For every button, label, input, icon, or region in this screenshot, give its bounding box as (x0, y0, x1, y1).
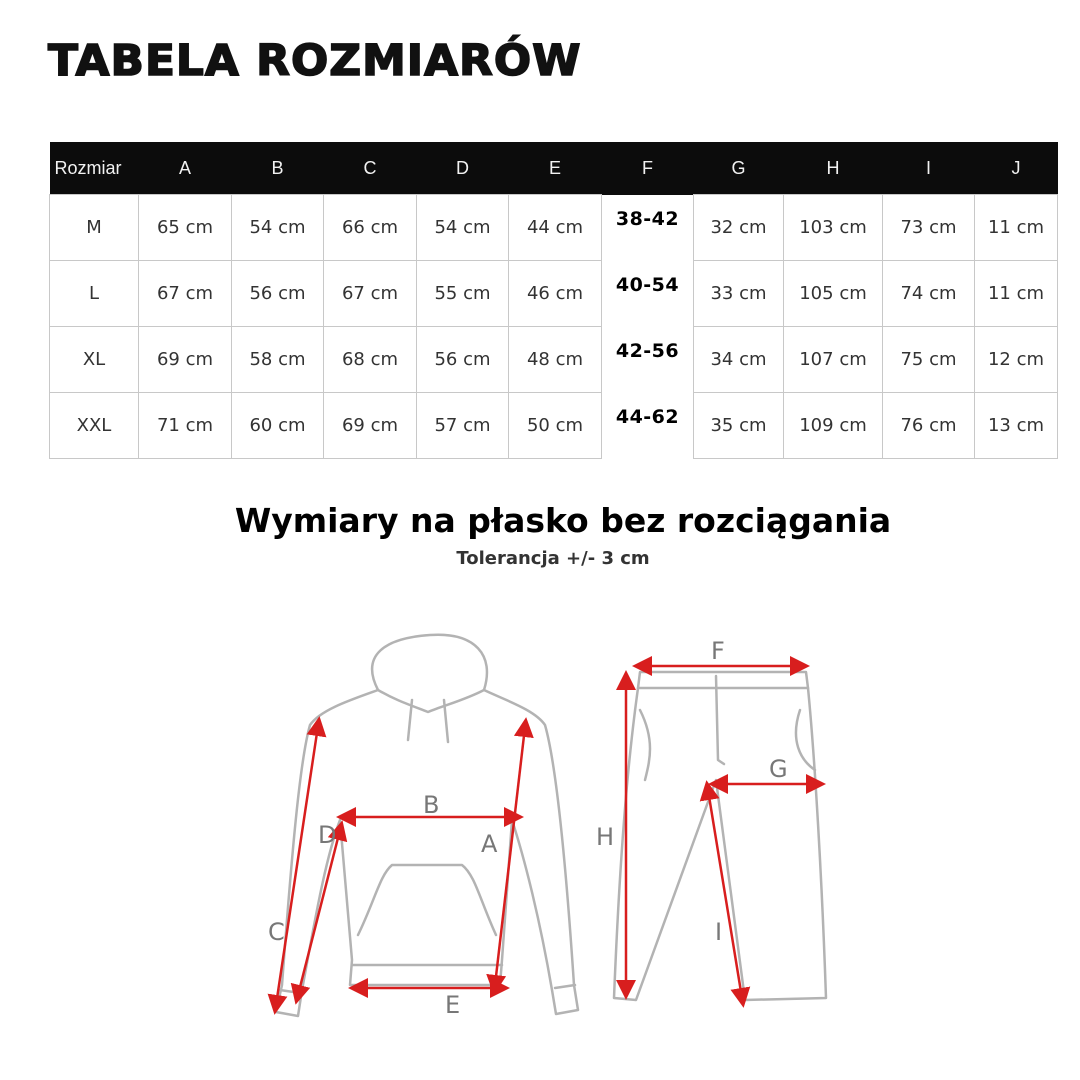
table-cell: 34 cm (694, 327, 784, 393)
header-e: E (509, 142, 602, 195)
header-j: J (975, 142, 1058, 195)
hoodie-pocket (358, 865, 496, 935)
table-cell: 40-54 (615, 273, 680, 296)
hoodie-hood (372, 635, 487, 690)
table-cell: 67 cm (139, 261, 232, 327)
table-cell: 33 cm (694, 261, 784, 327)
measure-i-line (708, 790, 742, 998)
table-cell: 12 cm (975, 327, 1058, 393)
size-cell: L (50, 261, 139, 327)
label-c: C (268, 918, 285, 946)
header-f: F (602, 142, 694, 195)
table-cell: 67 cm (324, 261, 417, 327)
table-cell: 55 cm (417, 261, 509, 327)
table-cell: 56 cm (417, 327, 509, 393)
label-a: A (481, 830, 498, 858)
hoodie-body (276, 690, 578, 1016)
label-f: F (711, 637, 725, 665)
table-cell: 109 cm (784, 393, 883, 459)
table-cell: 57 cm (417, 393, 509, 459)
table-cell: 65 cm (139, 195, 232, 261)
label-i: I (715, 918, 723, 946)
table-cell: 50 cm (509, 393, 602, 459)
header-h: H (784, 142, 883, 195)
table-cell: 46 cm (509, 261, 602, 327)
table-cell: 69 cm (139, 327, 232, 393)
hoodie-hood-inner (378, 690, 484, 712)
table-cell: 13 cm (975, 393, 1058, 459)
pants-illustration (614, 672, 826, 1000)
measure-a-line (495, 727, 525, 985)
table-cell: 107 cm (784, 327, 883, 393)
table-cell: 42-56 (615, 339, 680, 362)
table-cell: 11 cm (975, 261, 1058, 327)
table-cell: 76 cm (883, 393, 975, 459)
label-e: E (445, 991, 461, 1019)
table-cell: 66 cm (324, 195, 417, 261)
size-cell: M (50, 195, 139, 261)
header-size: Rozmiar (50, 142, 139, 195)
table-cell: 35 cm (694, 393, 784, 459)
measurement-subtitle: Wymiary na płasko bez rozciągania (234, 501, 892, 540)
table-cell: 75 cm (883, 327, 975, 393)
measure-c-line (276, 726, 318, 1005)
header-g: G (694, 142, 784, 195)
header-c: C (324, 142, 417, 195)
table-cell: 11 cm (975, 195, 1058, 261)
label-h: H (596, 823, 615, 851)
header-a: A (139, 142, 232, 195)
pants-pocket-left (640, 710, 650, 780)
table-cell: 68 cm (324, 327, 417, 393)
table-cell: 71 cm (139, 393, 232, 459)
label-d: D (318, 821, 337, 849)
table-cell: 32 cm (694, 195, 784, 261)
pants-outline (614, 688, 826, 1000)
table-cell: 54 cm (417, 195, 509, 261)
label-g: G (769, 755, 788, 783)
table-cell: 74 cm (883, 261, 975, 327)
table-cell: 44 cm (509, 195, 602, 261)
table-cell: 44-62 (615, 405, 680, 428)
measure-d-line (298, 830, 340, 995)
table-cell: 73 cm (883, 195, 975, 261)
table-cell: 48 cm (509, 327, 602, 393)
table-cell: 54 cm (232, 195, 324, 261)
table-cell: 58 cm (232, 327, 324, 393)
hoodie-cuff-right (555, 985, 575, 988)
tolerance-note: Tolerancja +/- 3 cm (456, 548, 650, 569)
size-cell: XXL (50, 393, 139, 459)
header-b: B (232, 142, 324, 195)
header-d: D (417, 142, 509, 195)
table-cell: 60 cm (232, 393, 324, 459)
hoodie-cuff-left (280, 990, 300, 993)
label-b: B (423, 791, 440, 819)
page-title: TABELA ROZMIARÓW (48, 36, 582, 86)
pants-waistband (638, 672, 808, 688)
table-cell: 69 cm (324, 393, 417, 459)
table-cell: 105 cm (784, 261, 883, 327)
table-cell: 38-42 (615, 207, 680, 230)
size-cell: XL (50, 327, 139, 393)
header-i: I (883, 142, 975, 195)
table-cell: 56 cm (232, 261, 324, 327)
table-cell: 103 cm (784, 195, 883, 261)
